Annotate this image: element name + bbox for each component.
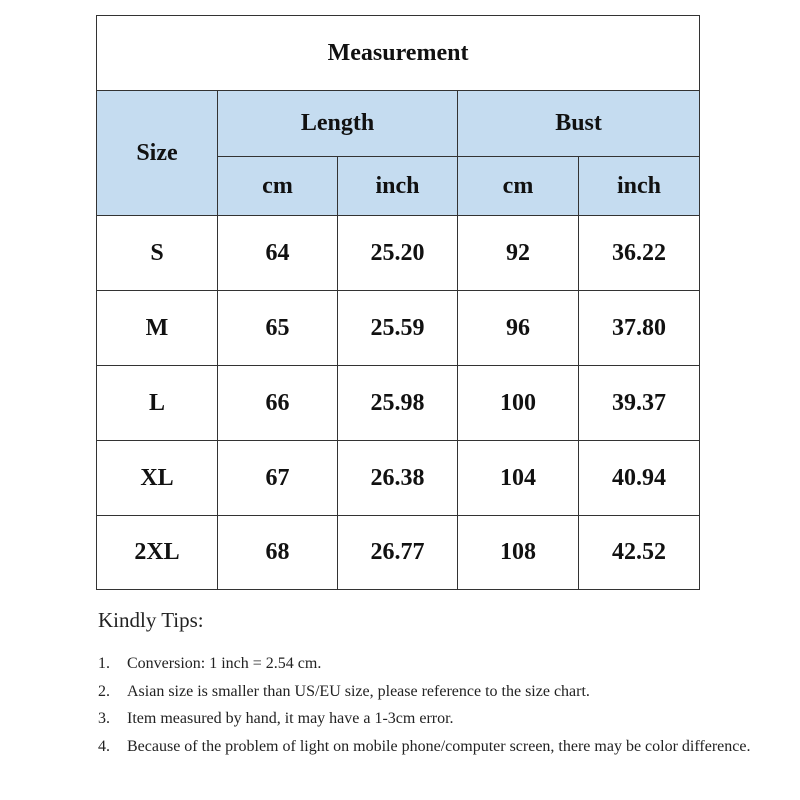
size-cell: L — [97, 366, 218, 441]
list-item — [98, 733, 787, 761]
size-cell: 2XL — [97, 516, 218, 590]
bust-inch-cell: 36.22 — [579, 216, 700, 291]
length-cm-cell: 64 — [218, 216, 338, 291]
table-row — [97, 216, 700, 291]
length-cm-header: cm — [218, 157, 338, 216]
length-cm-cell: 67 — [218, 441, 338, 516]
bust-cm-cell: 96 — [458, 291, 579, 366]
bust-inch-header: inch — [579, 157, 700, 216]
table-title-row — [97, 16, 700, 91]
length-inch-cell: 26.38 — [338, 441, 458, 516]
tip-number: 2. — [98, 682, 110, 700]
bust-inch-cell: 37.80 — [579, 291, 700, 366]
length-cm-cell: 65 — [218, 291, 338, 366]
table-header-row — [97, 91, 700, 157]
bust-cm-cell: 108 — [458, 516, 579, 590]
bust-header: Bust — [458, 91, 700, 157]
size-cell: M — [97, 291, 218, 366]
bust-cm-cell: 104 — [458, 441, 579, 516]
length-cm-cell: 66 — [218, 366, 338, 441]
size-cell: S — [97, 216, 218, 291]
size-header: Size — [97, 91, 218, 216]
length-inch-header: inch — [338, 157, 458, 216]
table-row — [97, 366, 700, 441]
length-inch-cell: 26.77 — [338, 516, 458, 590]
tip-number: 3. — [98, 710, 110, 727]
table-row — [97, 291, 700, 366]
tip-text: Conversion: 1 inch = 2.54 cm. — [127, 655, 322, 672]
list-item — [98, 650, 787, 678]
table-title: Measurement — [97, 16, 700, 91]
size-cell: XL — [97, 441, 218, 516]
bust-cm-header: cm — [458, 157, 579, 216]
list-item — [98, 705, 787, 733]
length-header: Length — [218, 91, 458, 157]
table-row — [97, 441, 700, 516]
length-inch-cell: 25.20 — [338, 216, 458, 291]
tip-text: Because of the problem of light on mobile phone/computer screen, there may be color difference. — [127, 737, 751, 755]
bust-cm-cell: 100 — [458, 366, 579, 441]
tip-number: 4. — [98, 737, 110, 755]
bust-cm-cell: 92 — [458, 216, 579, 291]
bust-inch-cell: 39.37 — [579, 366, 700, 441]
tip-number: 1. — [98, 655, 110, 672]
tips-title: Kindly Tips: — [98, 608, 204, 632]
tips-list — [98, 650, 778, 760]
size-chart-table — [96, 15, 700, 590]
length-inch-cell: 25.98 — [338, 366, 458, 441]
tip-text: Item measured by hand, it may have a 1-3cm error. — [127, 710, 454, 727]
bust-inch-cell: 42.52 — [579, 516, 700, 590]
length-inch-cell: 25.59 — [338, 291, 458, 366]
list-item — [98, 678, 787, 706]
bust-inch-cell: 40.94 — [579, 441, 700, 516]
table-row — [97, 516, 700, 590]
tip-text: Asian size is smaller than US/EU size, please reference to the size chart. — [127, 682, 590, 700]
length-cm-cell: 68 — [218, 516, 338, 590]
tips-section — [98, 608, 778, 760]
